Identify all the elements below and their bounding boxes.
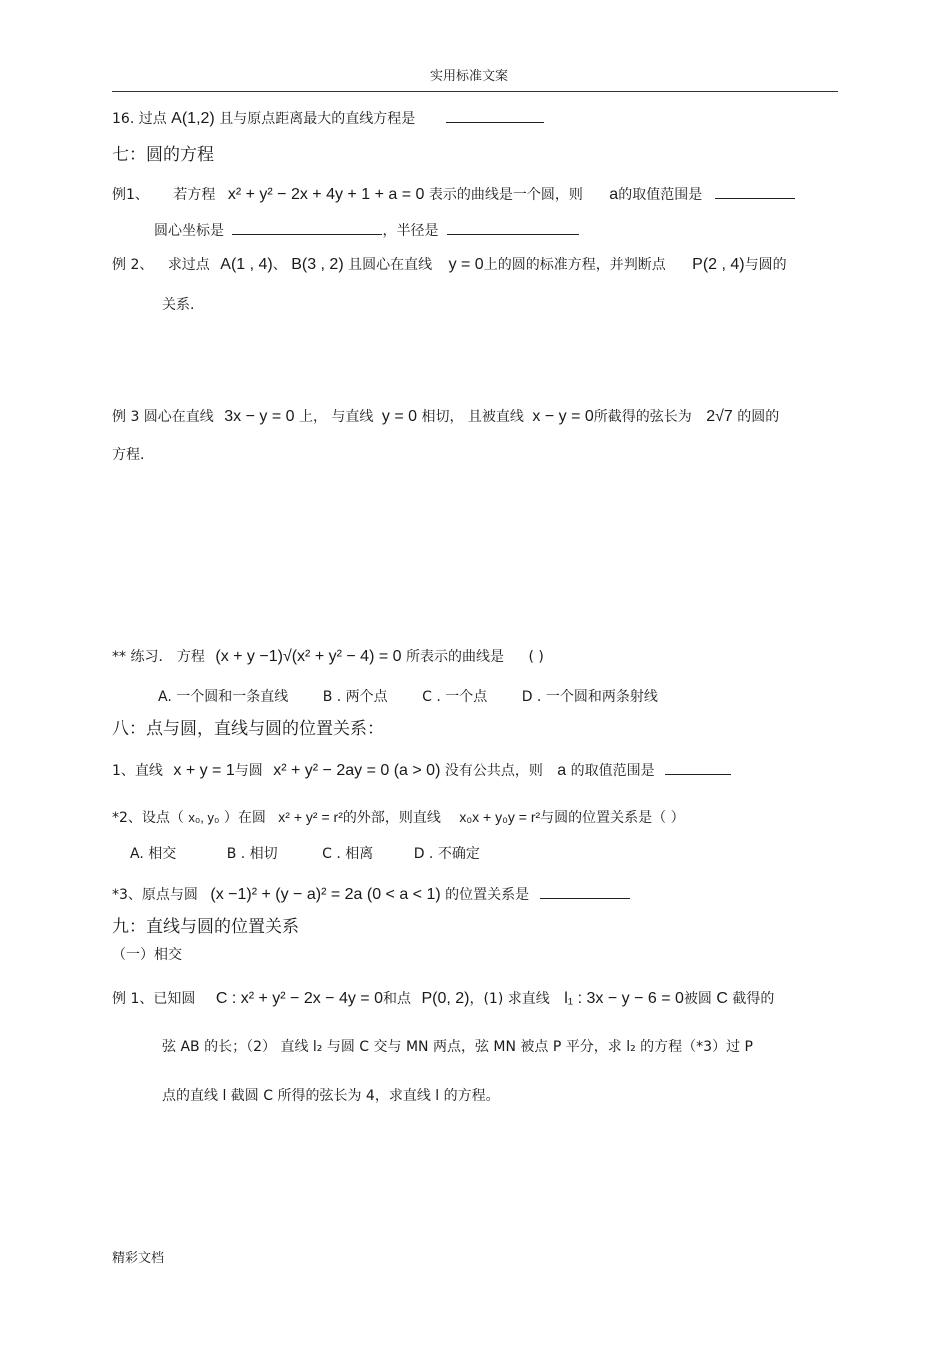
- p1-t3: 的取值范围是: [570, 763, 655, 779]
- ex2-text3: 与圆的: [744, 257, 787, 273]
- ex3-eq1: 3x − y = 0: [224, 408, 295, 425]
- practice-text: 所表示的曲线是: [405, 649, 504, 665]
- example-9-1: [112, 990, 774, 1008]
- p3-label: *3、原点与圆: [112, 887, 198, 903]
- ex2-point-p: P(2 , 4): [692, 256, 745, 273]
- ex1-radius-label: ，半径是: [382, 223, 439, 239]
- p2-option-b[interactable]: B . 相切: [226, 846, 278, 862]
- problem-8-2: [112, 808, 685, 827]
- ex9-c: C: [716, 990, 728, 1007]
- ex9-t3: 被圆: [683, 991, 712, 1007]
- ex2-text2: 上的圆的标准方程，并判断点: [483, 257, 666, 273]
- example-9-1-line2: 弦 AB 的长；（2） 直线 l₂ 与圆 C 交与 MN 两点，弦 MN 被点 P 平分，求 l₂ 的方程（*3）过 P: [162, 1039, 753, 1055]
- p1-t1: 与圆: [234, 763, 263, 779]
- ex1-radius-blank[interactable]: [447, 220, 579, 235]
- example-1-line2: [154, 220, 579, 240]
- p1-t2: 没有公共点，则: [444, 763, 543, 779]
- practice-option-d[interactable]: D . 一个圆和两条射线: [521, 689, 658, 705]
- ex1-pre: 若方程: [173, 187, 216, 203]
- ex2-label: 例 2、: [112, 257, 154, 273]
- section-7-title: 七：圆的方程: [112, 145, 214, 165]
- p3-t1: 的位置关系是: [445, 887, 530, 903]
- q16-answer-blank[interactable]: [446, 108, 544, 123]
- ex3-value: 2√7: [706, 408, 733, 425]
- ex1-center-blank[interactable]: [232, 220, 382, 235]
- ex3-eq3: x − y = 0: [532, 408, 594, 425]
- ex9-t4: 截得的: [732, 991, 775, 1007]
- p2-label: *2、设点（: [112, 810, 184, 826]
- p1-var: a: [557, 762, 567, 779]
- p1-answer-blank[interactable]: [665, 760, 731, 775]
- ex2-text: 且圆心在直线: [348, 257, 433, 273]
- question-16: [112, 108, 544, 128]
- ex2-point-a: A(1 , 4): [220, 256, 273, 273]
- practice-option-c[interactable]: C . 一个点: [422, 689, 488, 705]
- ex3-eq2: y = 0: [381, 408, 418, 425]
- example-3: [112, 408, 779, 426]
- example-9-1-line3: 点的直线 l 截圆 C 所得的弦长为 4，求直线 l 的方程。: [162, 1088, 500, 1104]
- p2-line-eq: x₀x + y₀y = r²: [459, 809, 541, 825]
- p2-options: [130, 845, 480, 863]
- practice: [112, 648, 544, 666]
- practice-option-b[interactable]: B . 两个点: [322, 689, 388, 705]
- p1-circle-eq: x² + y² − 2ay = 0 (a > 0): [273, 762, 441, 779]
- ex1-text2: 的取值范围是: [618, 187, 703, 203]
- example-2: [112, 256, 787, 274]
- ex2-point-b: B(3 , 2): [291, 256, 344, 273]
- page-footer: 精彩文档: [112, 1251, 165, 1266]
- section-9-title: 九：直线与圆的位置关系: [112, 917, 299, 937]
- ex9-point: P(0, 2): [421, 990, 470, 1007]
- p1-line-eq: x + y = 1: [173, 762, 235, 779]
- ex3-t4: 的圆的: [737, 409, 780, 425]
- ex3-t1: 上， 与直线: [298, 409, 374, 425]
- page-header-title: 实用标准文案: [430, 69, 509, 84]
- p2-circle-eq: x² + y² = r²: [278, 809, 343, 825]
- ex1-text: 表示的曲线是一个圆，则: [428, 187, 583, 203]
- p2-t1: ）在圆: [223, 810, 266, 826]
- ex1-label: 例1、: [112, 187, 149, 203]
- ex2-line-eq: y = 0: [448, 256, 484, 273]
- p3-answer-blank[interactable]: [540, 884, 630, 899]
- p2-t3: 与圆的位置关系是（ ）: [540, 810, 685, 826]
- ex3-t3: 所截得的弦长为: [593, 409, 692, 425]
- p2-option-c[interactable]: C . 相离: [322, 846, 374, 862]
- p2-point: x₀, y₀: [188, 810, 220, 825]
- ex2-sep: 、: [272, 257, 287, 273]
- ex1-center-label: 圆心坐标是: [154, 223, 224, 239]
- ex9-t1: 和点: [383, 991, 411, 1007]
- ex1-equation: x² + y² − 2x + 4y + 1 + a = 0: [227, 186, 425, 203]
- ex9-t2: ，(1) 求直线: [469, 991, 550, 1007]
- ex2-pre: 求过点: [167, 257, 210, 273]
- p2-t2: 的外部，则直线: [342, 810, 441, 826]
- q16-prefix: 16. 过点: [112, 111, 167, 127]
- ex3-t2: 相切， 且被直线: [421, 409, 524, 425]
- q16-text: 且与原点距离最大的直线方程是: [219, 111, 416, 127]
- ex1-var: a: [609, 186, 619, 203]
- header-rule: [112, 91, 838, 92]
- example-3-line2: 方程.: [112, 447, 145, 463]
- problem-8-1: [112, 760, 731, 780]
- section-9-subtitle: （一）相交: [112, 947, 182, 963]
- practice-options: [158, 688, 658, 706]
- ex9-line-eq: l₁ : 3x − y − 6 = 0: [564, 990, 684, 1007]
- q16-point: A(1,2): [171, 110, 215, 127]
- example-2-line2: 关系.: [162, 297, 195, 313]
- practice-label: ** 练习． 方程: [112, 649, 205, 665]
- section-8-title: 八：点与圆，直线与圆的位置关系：: [112, 719, 384, 739]
- example-1: [112, 184, 795, 204]
- ex9-label: 例 1、已知圆: [112, 991, 196, 1007]
- ex3-label: 例 3 圆心在直线: [112, 409, 214, 425]
- p2-option-d[interactable]: D . 不确定: [413, 846, 480, 862]
- problem-8-3: [112, 884, 630, 904]
- p1-label: 1、直线: [112, 763, 163, 779]
- ex9-circle-eq: C : x² + y² − 2x − 4y = 0: [215, 990, 383, 1007]
- practice-paren: ( ): [528, 649, 544, 665]
- p2-option-a[interactable]: A. 相交: [130, 846, 177, 862]
- practice-option-a[interactable]: A. 一个圆和一条直线: [158, 689, 289, 705]
- ex1-range-blank[interactable]: [715, 184, 795, 199]
- practice-equation: (x + y −1)√(x² + y² − 4) = 0: [215, 648, 402, 665]
- p3-equation: (x −1)² + (y − a)² = 2a (0 < a < 1): [210, 886, 441, 903]
